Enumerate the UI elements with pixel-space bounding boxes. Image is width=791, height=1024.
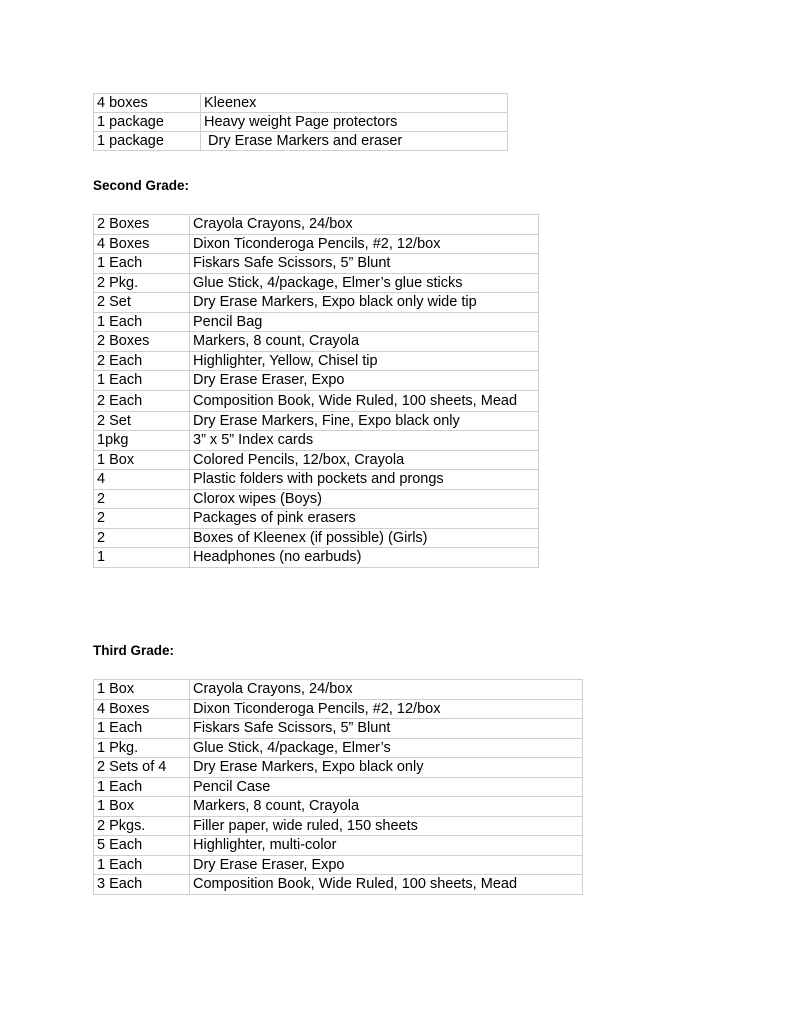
table-row bbox=[94, 528, 539, 548]
table-row bbox=[94, 738, 583, 758]
quantity-cell: 2 Pkg. bbox=[94, 273, 190, 293]
quantity-cell: 2 bbox=[94, 528, 190, 548]
quantity-cell: 1 Each bbox=[94, 777, 190, 797]
quantity-cell: 4 boxes bbox=[94, 94, 201, 113]
item-cell: Composition Book, Wide Ruled, 100 sheets, Mead bbox=[190, 390, 539, 411]
quantity-cell: 2 Boxes bbox=[94, 332, 190, 352]
table-row bbox=[94, 758, 583, 778]
quantity-cell: 2 Boxes bbox=[94, 215, 190, 235]
item-cell: Fiskars Safe Scissors, 5” Blunt bbox=[190, 254, 539, 274]
item-cell: Markers, 8 count, Crayola bbox=[190, 332, 539, 352]
quantity-cell: 4 Boxes bbox=[94, 234, 190, 254]
quantity-cell: 5 Each bbox=[94, 836, 190, 856]
quantity-cell: 2 bbox=[94, 489, 190, 509]
item-cell: Colored Pencils, 12/box, Crayola bbox=[190, 450, 539, 470]
table-row bbox=[94, 680, 583, 700]
quantity-cell: 1 Box bbox=[94, 680, 190, 700]
table-row bbox=[94, 273, 539, 293]
item-cell: Dixon Ticonderoga Pencils, #2, 12/box bbox=[190, 699, 583, 719]
item-cell: Packages of pink erasers bbox=[190, 509, 539, 529]
item-cell: Dry Erase Markers, Fine, Expo black only bbox=[190, 411, 539, 431]
item-cell: Dry Erase Markers and eraser bbox=[201, 132, 508, 151]
second-grade-supply-table bbox=[93, 214, 539, 568]
table-row bbox=[94, 489, 539, 509]
table-row bbox=[94, 836, 583, 856]
table-row bbox=[94, 215, 539, 235]
quantity-cell: 2 Set bbox=[94, 411, 190, 431]
item-cell: Pencil Case bbox=[190, 777, 583, 797]
item-cell: Dry Erase Markers, Expo black only wide tip bbox=[190, 293, 539, 313]
item-cell: Glue Stick, 4/package, Elmer’s bbox=[190, 738, 583, 758]
item-cell: Pencil Bag bbox=[190, 312, 539, 332]
table-row bbox=[94, 332, 539, 352]
item-cell: Heavy weight Page protectors bbox=[201, 113, 508, 132]
item-cell: Kleenex bbox=[201, 94, 508, 113]
quantity-cell: 1 Each bbox=[94, 855, 190, 875]
item-cell: Highlighter, Yellow, Chisel tip bbox=[190, 351, 539, 371]
quantity-cell: 2 Pkgs. bbox=[94, 816, 190, 836]
item-cell: Dry Erase Eraser, Expo bbox=[190, 371, 539, 391]
item-cell: Markers, 8 count, Crayola bbox=[190, 797, 583, 817]
quantity-cell: 1 Each bbox=[94, 371, 190, 391]
table-row bbox=[94, 699, 583, 719]
supply-table-continued bbox=[93, 93, 508, 151]
item-cell: Headphones (no earbuds) bbox=[190, 548, 539, 568]
table-row bbox=[94, 816, 583, 836]
quantity-cell: 2 Sets of 4 bbox=[94, 758, 190, 778]
quantity-cell: 4 Boxes bbox=[94, 699, 190, 719]
quantity-cell: 2 Each bbox=[94, 390, 190, 411]
quantity-cell: 1pkg bbox=[94, 431, 190, 451]
table-row bbox=[94, 450, 539, 470]
item-cell: Filler paper, wide ruled, 150 sheets bbox=[190, 816, 583, 836]
table-row bbox=[94, 509, 539, 529]
table-row bbox=[94, 371, 539, 391]
quantity-cell: 2 Each bbox=[94, 351, 190, 371]
table-row bbox=[94, 777, 583, 797]
item-cell: Glue Stick, 4/package, Elmer’s glue sticks bbox=[190, 273, 539, 293]
table-row bbox=[94, 234, 539, 254]
item-cell: Highlighter, multi-color bbox=[190, 836, 583, 856]
table-row bbox=[94, 312, 539, 332]
table-row bbox=[94, 254, 539, 274]
item-cell: Boxes of Kleenex (if possible) (Girls) bbox=[190, 528, 539, 548]
table-row bbox=[94, 548, 539, 568]
table-row bbox=[94, 94, 508, 113]
item-cell: Dry Erase Eraser, Expo bbox=[190, 855, 583, 875]
item-cell: Crayola Crayons, 24/box bbox=[190, 215, 539, 235]
quantity-cell: 1 Pkg. bbox=[94, 738, 190, 758]
item-cell: Dixon Ticonderoga Pencils, #2, 12/box bbox=[190, 234, 539, 254]
quantity-cell: 1 Each bbox=[94, 719, 190, 739]
quantity-cell: 1 Each bbox=[94, 312, 190, 332]
quantity-cell: 2 bbox=[94, 509, 190, 529]
table-row bbox=[94, 431, 539, 451]
item-cell: Crayola Crayons, 24/box bbox=[190, 680, 583, 700]
item-cell: Plastic folders with pockets and prongs bbox=[190, 470, 539, 490]
quantity-cell: 2 Set bbox=[94, 293, 190, 313]
table-row bbox=[94, 132, 508, 151]
table-row bbox=[94, 390, 539, 411]
item-cell: Clorox wipes (Boys) bbox=[190, 489, 539, 509]
table-row bbox=[94, 293, 539, 313]
item-cell: Composition Book, Wide Ruled, 100 sheets, Mead bbox=[190, 875, 583, 895]
third-grade-heading: Third Grade: bbox=[93, 643, 175, 658]
table-row bbox=[94, 470, 539, 490]
quantity-cell: 1 Box bbox=[94, 450, 190, 470]
quantity-cell: 1 package bbox=[94, 132, 201, 151]
table-row bbox=[94, 855, 583, 875]
quantity-cell: 1 package bbox=[94, 113, 201, 132]
table-row bbox=[94, 719, 583, 739]
table-row bbox=[94, 351, 539, 371]
quantity-cell: 4 bbox=[94, 470, 190, 490]
quantity-cell: 1 Each bbox=[94, 254, 190, 274]
quantity-cell: 1 Box bbox=[94, 797, 190, 817]
item-cell: 3” x 5” Index cards bbox=[190, 431, 539, 451]
item-cell: Fiskars Safe Scissors, 5” Blunt bbox=[190, 719, 583, 739]
table-row bbox=[94, 875, 583, 895]
table-row bbox=[94, 797, 583, 817]
table-row bbox=[94, 113, 508, 132]
item-cell: Dry Erase Markers, Expo black only bbox=[190, 758, 583, 778]
second-grade-heading: Second Grade: bbox=[93, 178, 190, 193]
quantity-cell: 3 Each bbox=[94, 875, 190, 895]
quantity-cell: 1 bbox=[94, 548, 190, 568]
third-grade-supply-table bbox=[93, 679, 583, 895]
table-row bbox=[94, 411, 539, 431]
